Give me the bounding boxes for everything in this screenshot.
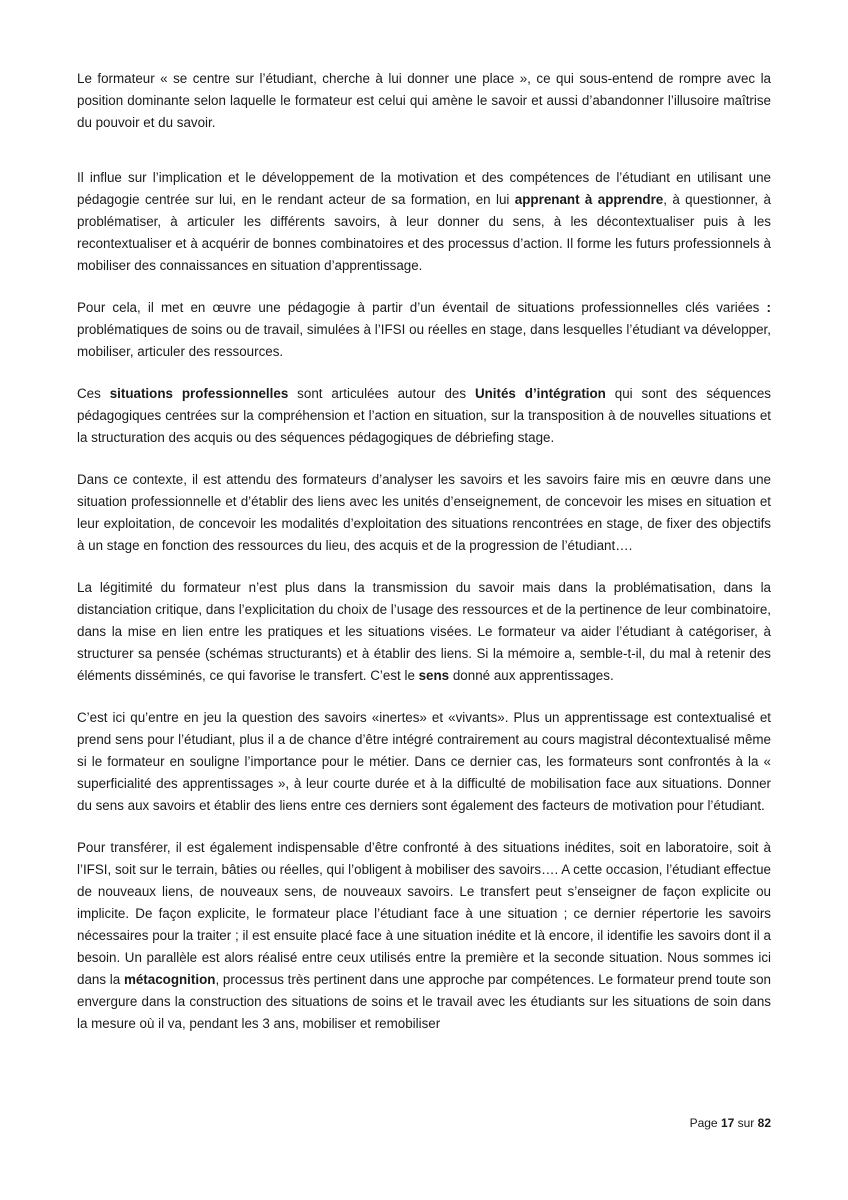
document-page bbox=[77, 68, 771, 1055]
text-run: La légitimité du formateur n’est plus dans la transmission du savoir mais dans la problématisation, dans la distanciation critique, dans l’explicitation du choix de l’usage des ressources et de la pertinence de leur combinatoire, dans la mise en lien entre les pratiques et les situations visées. Le formateur va aider l’étudiant à catégoriser, à structurer sa pensée (schémas structurants) et à établir des liens. Si la mémoire a, semble-t-il, du mal à retenir des éléments disséminés, ce qui favorise le transfert. C’est le bbox=[77, 580, 771, 683]
bold-text: sens bbox=[418, 668, 450, 683]
bold-text: situations professionnelles bbox=[109, 386, 289, 401]
paragraph bbox=[77, 383, 771, 449]
page-label: Page bbox=[689, 1116, 721, 1130]
page-total: 82 bbox=[757, 1116, 771, 1130]
text-run: Pour cela, il met en œuvre une pédagogie à partir d’un éventail de situations professionnelles clés variées bbox=[77, 300, 767, 315]
text-run: C’est ici qu’entre en jeu la question des savoirs «inertes» et «vivants». Plus un apprentissage est contextualisé et prend sens pour l’étudiant, plus il a de chance d’être intégré contrairement au cours magistral décontextualisé même si le formateur en souligne l’importance pour le métier. Dans ce dernier cas, les formateurs sont confrontés à la « superficialité des apprentissages », à leur courte durée et à la difficulté de mobilisation face aux situations. Donner du sens aux savoirs et établir des liens entre ces derniers sont également des facteurs de motivation pour l’étudiant. bbox=[77, 710, 771, 813]
text-run: Ces bbox=[77, 386, 110, 401]
bold-text: : bbox=[766, 300, 771, 315]
bold-text: métacognition bbox=[123, 972, 216, 987]
text-run: Dans ce contexte, il est attendu des formateurs d’analyser les savoirs et les savoirs faire mis en œuvre dans une situation professionnelle et d’établir des liens avec les unités d’enseignement, de concevoir les mises en situation et leur exploitation, de concevoir les modalités d’exploitation des situations rencontrées en stage, de fixer des objectifs à un stage en fonction des ressources du lieu, des acquis et de la progression de l’étudiant…. bbox=[77, 472, 771, 553]
text-run: sont articulées autour des bbox=[288, 386, 475, 401]
text-run: qui sont des séquences pédagogiques centrées sur la compréhension et l’action en situation, sur la transposition à de nouvelles situations et la structuration des acquis ou des séquences pédagogiques de débriefing stage. bbox=[77, 386, 771, 445]
text-run: Pour transférer, il est également indispensable d’être confronté à des situations inédites, soit en laboratoire, soit à l’IFSI, soit sur le terrain, bâties ou réelles, qui l’obligent à mobiliser des savoirs…. A cette occasion, l’étudiant effectue de nouveaux liens, de nouveaux sens, de nouveaux savoirs. Le transfert peut s’enseigner de façon explicite ou implicite. De façon explicite, le formateur place l’étudiant face à une situation ; ce dernier répertorie les savoirs nécessaires pour la traiter ; il est ensuite placé face à une situation inédite et là encore, il identifie les savoirs dont il a besoin. Un parallèle est alors réalisé entre ceux utilisés entre la première et la seconde situation. Nous sommes ici dans la bbox=[77, 840, 771, 987]
paragraph bbox=[77, 837, 771, 1035]
text-run: problématiques de soins ou de travail, simulées à l’IFSI ou réelles en stage, dans lesquelles l’étudiant va développer, mobiliser, articuler des ressources. bbox=[77, 322, 771, 359]
page-number: 17 bbox=[720, 1116, 735, 1130]
text-run: Le formateur « se centre sur l’étudiant, cherche à lui donner une place », ce qui sous-entend de rompre avec la position dominante selon laquelle le formateur est celui qui amène le savoir et aussi d’abandonner l’illusoire maîtrise du pouvoir et du savoir. bbox=[77, 71, 771, 130]
page-separator: sur bbox=[734, 1116, 758, 1130]
paragraph bbox=[77, 707, 771, 817]
paragraph bbox=[77, 469, 771, 557]
bold-text: apprenant à apprendre bbox=[514, 192, 664, 207]
paragraph bbox=[77, 577, 771, 687]
paragraph bbox=[77, 68, 771, 134]
text-run: , processus très pertinent dans une approche par compétences. Le formateur prend toute son envergure dans la construction des situations de soins et le travail avec les étudiants sur les situations de soin dans la mesure où il va, pendant les 3 ans, mobiliser et remobiliser bbox=[77, 972, 771, 1031]
bold-text: Unités d’intégration bbox=[474, 386, 606, 401]
paragraph bbox=[77, 297, 771, 363]
text-run: donné aux apprentissages. bbox=[449, 668, 614, 683]
page-footer bbox=[690, 1115, 771, 1131]
text-run: , à questionner, à problématiser, à articuler les différents savoirs, à leur donner du sens, à les décontextualiser puis à les recontextualiser et à acquérir de bonnes combinatoires et des processus d’action. Il forme les futurs professionnels à mobiliser des connaissances en situation d’apprentissage. bbox=[77, 192, 771, 273]
text-run: Il influe sur l’implication et le développement de la motivation et des compétences de l’étudiant en utilisant une pédagogie centrée sur lui, en le rendant acteur de sa formation, en lui bbox=[77, 170, 771, 207]
paragraph bbox=[77, 167, 771, 277]
